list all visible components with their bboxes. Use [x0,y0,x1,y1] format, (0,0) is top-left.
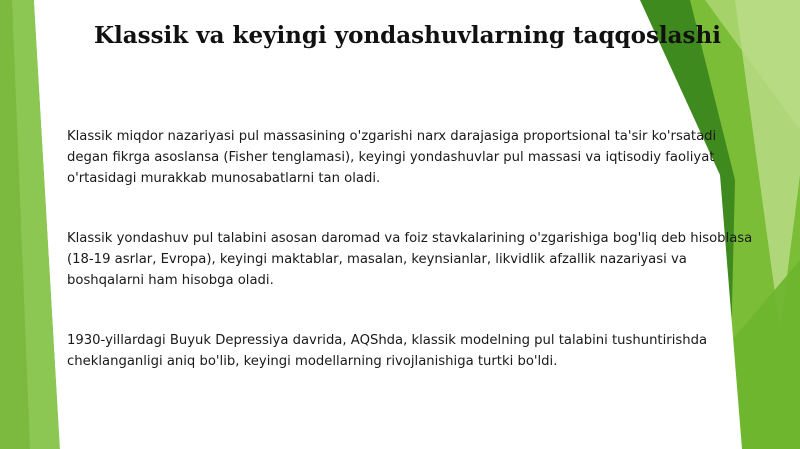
content-panel [34,0,742,449]
paragraph-money-demand: Klassik yondashuv pul talabini asosan daromad va foiz stavkalarining o'zgarishiga bog'liq deb hisoblasa (18-19 asrlar, Evropa), keyingi maktablar, masalan, keynsianlar, likvidlik afzallik nazariyasi va boshqalarni ham hisobga oladi. [67,231,753,288]
paragraph-great-depression: 1930-yillardagi Buyuk Depressiya davrida, AQShda, klassik modelning pul talabini tushuntirishda cheklanganligi aniq bo'lib, keyingi modellarning rivojlanishiga turtki bo'ldi. [67,333,708,369]
slide-title: Klassik va keyingi yondashuvlarning taqqoslashi [94,22,721,49]
paragraph-fisher-comparison: Klassik miqdor nazariyasi pul massasining o'zgarishi narx darajasiga proportsional ta'sir ko'rsatadi degan fikrga asoslansa (Fisher tenglamasi), keyingi yondashuvlar pul massasi va iqtisodiy faoliyat o'rtasidagi murakkab munosabatlarni tan oladi. [67,129,717,186]
